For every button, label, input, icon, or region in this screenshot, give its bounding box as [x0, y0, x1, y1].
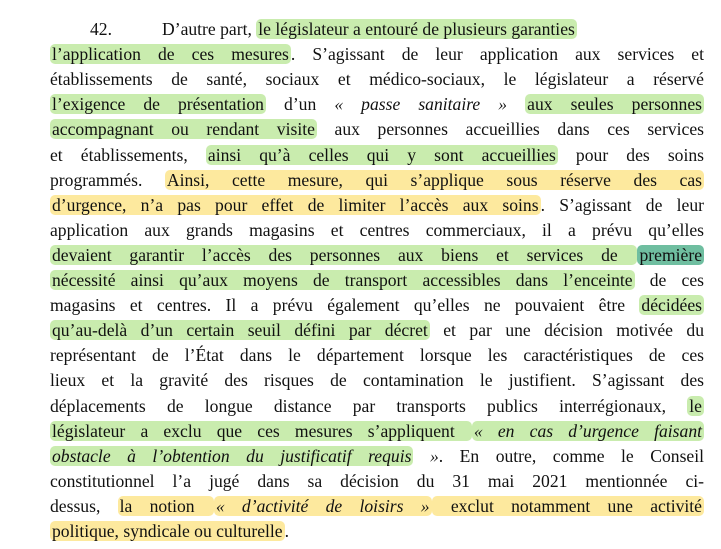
text-segment: de ces	[634, 270, 704, 290]
highlight-yellow: exclut notamment une activité	[433, 495, 702, 516]
text-line	[50, 494, 704, 518]
highlight-green: le législateur a entouré de plusieurs garanties	[258, 19, 575, 39]
text-segment: application aux grands magasins et centres commerciaux, il a prévu qu’elles	[50, 219, 704, 240]
text-line	[50, 293, 704, 317]
text-segment: constitutionnel l’a jugé dans sa décision du 31 mai 2021 mentionnée ci-	[50, 470, 704, 491]
highlight-teal: première	[639, 244, 702, 265]
text-segment: . S’agissant de leur application aux services et	[290, 44, 704, 65]
text-line	[50, 193, 704, 217]
text-line	[50, 168, 704, 192]
highlight-green: devaient garantir l’accès des personnes aux biens et services de	[52, 244, 636, 265]
highlight-green: obstacle à l’obtention du justificatif requis	[52, 445, 412, 466]
text-line	[50, 419, 704, 443]
highlight-yellow: la notion	[119, 495, 212, 516]
text-segment: .	[284, 521, 290, 541]
text-segment: aux personnes accueillies dans ces services	[316, 119, 704, 140]
text-line	[50, 67, 704, 91]
text-segment: déplacements de longue distance par transports publics interrégionaux,	[50, 395, 688, 416]
highlight-green: décidées	[641, 295, 702, 316]
text-line	[50, 469, 704, 493]
text-line	[50, 318, 704, 342]
paragraph-number: 42.	[90, 19, 112, 39]
highlight-yellow: « d’activité de loisirs »	[215, 495, 430, 516]
highlight-green: l’application de ces mesures	[52, 44, 289, 65]
text-line	[50, 268, 704, 292]
text-segment: et établissements,	[50, 144, 206, 165]
text-line	[50, 218, 704, 242]
highlight-green: « en cas d’urgence faisant	[473, 420, 702, 441]
text-segment	[507, 94, 525, 114]
highlight-green: aux seules personnes	[527, 94, 703, 115]
text-segment: dessus,	[50, 495, 118, 516]
text-segment: . S’agissant de leur	[540, 194, 704, 215]
text-segment: pour des soins	[557, 144, 705, 165]
highlight-green: législateur a exclu que ces mesures s’appliquent	[52, 420, 470, 441]
text-line	[50, 143, 704, 167]
text-line	[50, 368, 704, 392]
text-segment: et par une décision motivée du	[429, 320, 704, 341]
highlight-yellow: d’urgence, n’a pas pour effet de limiter l’accès aux soins	[52, 194, 539, 215]
text-segment: établissements de santé, sociaux et médico-sociaux, le législateur a réservé	[50, 69, 704, 90]
highlight-yellow: Ainsi, cette mesure, qui s’applique sous réserve des cas	[166, 169, 702, 190]
text-segment: « passe sanitaire »	[334, 94, 508, 115]
highlight-green: qu’au-delà d’un certain seuil défini par décret	[52, 320, 428, 341]
text-line	[50, 394, 704, 418]
text-line	[50, 117, 704, 141]
highlight-yellow: politique, syndicale ou culturelle	[52, 521, 283, 541]
text-segment: d’un	[265, 94, 335, 115]
text-segment: programmés.	[50, 169, 165, 190]
highlight-green: nécessité ainsi qu’aux moyens de transport accessibles dans l’enceinte	[52, 270, 633, 290]
text-segment: D’autre part,	[162, 19, 257, 39]
text-line	[50, 92, 704, 116]
text-segment: lieux et la gravité des risques de contamination le justifient. S’agissant des	[50, 370, 704, 391]
highlight-green: le	[689, 395, 702, 416]
text-segment: »	[413, 445, 439, 466]
text-line	[50, 343, 704, 367]
text-segment: représentant de l’État dans le département lorsque les caractéristiques de ces	[50, 345, 704, 366]
text-line	[50, 17, 704, 41]
highlight-green: ainsi qu’à celles qui y sont accueillies	[207, 144, 556, 165]
text-line	[50, 519, 704, 543]
text-segment: . En outre, comme le Conseil	[438, 445, 705, 466]
text-line	[50, 42, 704, 66]
text-segment: magasins et centres. Il a prévu également qu’elles ne pouvaient être	[50, 295, 640, 316]
highlight-green: accompagnant ou rendant visite	[52, 119, 315, 140]
text-line	[50, 444, 704, 468]
text-line	[50, 243, 704, 267]
highlight-green: l’exigence de présentation	[52, 94, 264, 115]
